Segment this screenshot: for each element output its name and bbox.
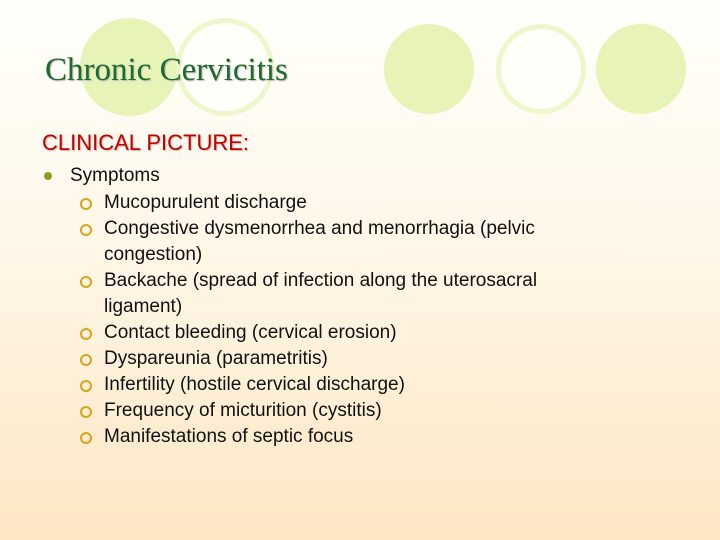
ring-bullet-icon [80,406,92,418]
decor-circle [596,24,686,114]
list-item-text: Mucopurulent discharge [104,192,307,213]
ring-bullet-icon [80,354,92,366]
list-item [80,398,620,424]
slide-title: Chronic Cervicitis [45,52,288,88]
ring-bullet-icon [80,432,92,444]
list-item [80,320,620,346]
list-item-text: Congestive dysmenorrhea and menorrhagia (pelvic congestion) [104,218,535,265]
list-item-text: Infertility (hostile cervical discharge) [104,374,405,395]
ring-bullet-icon [80,224,92,236]
decor-circle [496,24,586,114]
list-item-text: Backache (spread of infection along the uterosacral ligament) [104,270,538,317]
list-item [80,372,620,398]
list-item-text: Contact bleeding (cervical erosion) [104,322,397,343]
list-item [80,268,620,320]
bullet-dot-icon [44,172,52,180]
section-heading: CLINICAL PICTURE: [42,130,250,155]
list-item [80,346,620,372]
ring-bullet-icon [80,380,92,392]
ring-bullet-icon [80,198,92,210]
ring-bullet-icon [80,276,92,288]
ring-bullet-icon [80,328,92,340]
symptom-list [80,190,620,450]
bullet-label: Symptoms [70,165,160,186]
list-item [80,216,620,268]
list-item [80,190,620,216]
decor-circle [384,24,474,114]
list-item-text: Frequency of micturition (cystitis) [104,400,382,421]
list-item [80,424,620,450]
list-item-text: Dyspareunia (parametritis) [104,348,328,369]
list-item-text: Manifestations of septic focus [104,426,354,447]
